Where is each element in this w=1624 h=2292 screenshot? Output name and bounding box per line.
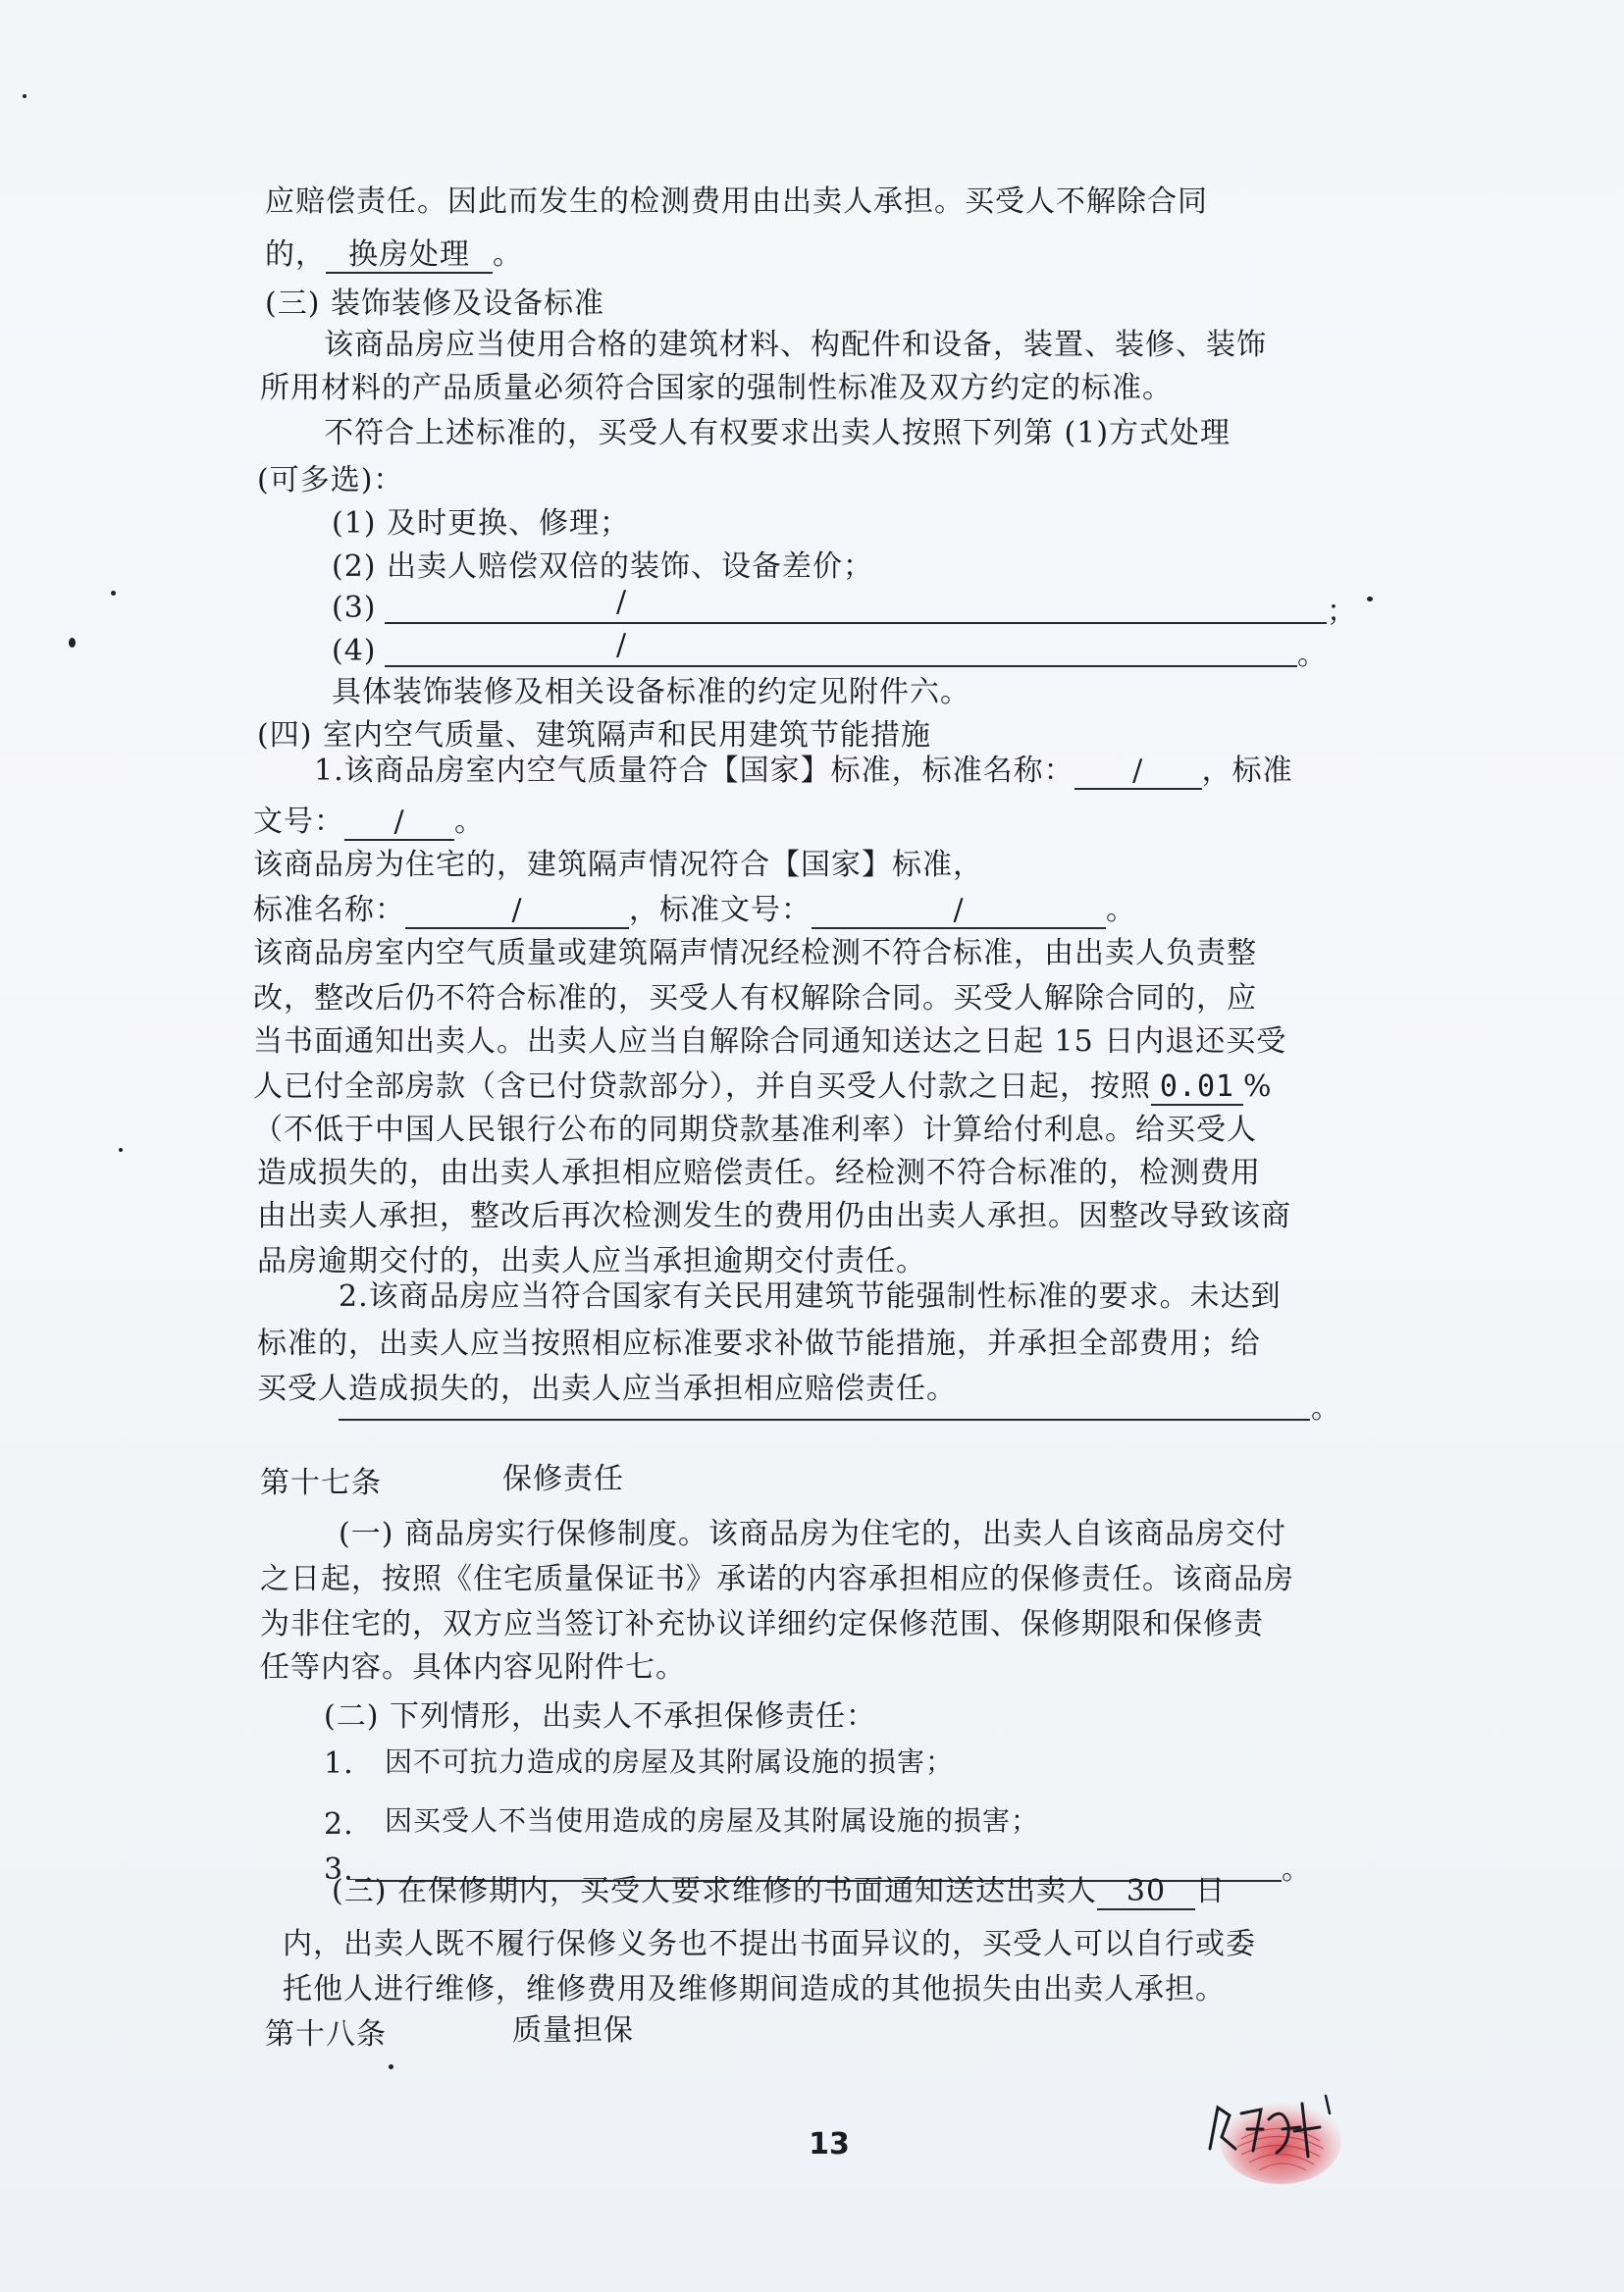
filled-blank: / (1074, 755, 1202, 790)
text-line: 标准的，出卖人应当按照相应标准要求补做节能措施，并承担全部费用；给 (257, 1327, 1261, 1361)
text-line: 当书面通知出卖人。出卖人应当自解除合同通知送达之日起 15 日内退还买受 (253, 1024, 1287, 1059)
blank-slash: / (616, 628, 627, 662)
article-title: 质量担保 (512, 2013, 634, 2048)
text-fragment: 。 (1297, 638, 1328, 672)
text-fragment: (三) 在保修期内，买受人要求维修的书面通知送达出卖人 (332, 1874, 1097, 1908)
text-fragment: ，标准 (1201, 754, 1293, 788)
list-item-number: 3. (324, 1852, 354, 1887)
text-fragment: 1.该商品房室内空气质量符合【国家】标准，标准名称： (314, 754, 1074, 788)
text-line: (可多选)： (257, 463, 404, 497)
text-fragment: ，标准文号： (629, 893, 812, 927)
text-fragment: 。 (1282, 1852, 1312, 1887)
text-line: 造成损失的，由出卖人承担相应赔偿责任。经检测不符合标准的，检测费用 (257, 1156, 1261, 1190)
handwritten-signature (1192, 2080, 1349, 2168)
text-line: 买受人造成损失的，出卖人应当承担相应赔偿责任。 (257, 1372, 957, 1406)
article-number: 第十七条 (260, 1466, 382, 1500)
blank-line (385, 622, 1327, 624)
text-fragment: 。 (493, 237, 523, 272)
text-fragment: 人已付全部房款（含已付贷款部分），并自买受人付款之日起，按照 (253, 1069, 1151, 1104)
list-item-number: (3) (332, 591, 377, 625)
scan-speck (69, 638, 76, 648)
text-line: 内，出卖人既不履行保修义务也不提出书面异议的，买受人可以自行或委 (283, 1927, 1256, 1961)
text-fragment: 。 (454, 805, 485, 839)
text-line: 不符合上述标准的，买受人有权要求出卖人按照下列第 (1)方式处理 (324, 416, 1231, 450)
text-line: 改，整改后仍不符合标准的，买受人有权解除合同。买受人解除合同的，应 (253, 981, 1257, 1016)
list-item: (2) 出卖人赔偿双倍的装饰、设备差价； (332, 549, 874, 584)
filled-blank: 换房处理 (326, 238, 493, 274)
list-item: (1) 及时更换、修理； (332, 506, 631, 541)
text-line: 2.该商品房应当符合国家有关民用建筑节能强制性标准的要求。未达到 (339, 1279, 1282, 1314)
text-line: 所用材料的产品质量必须符合国家的强制性标准及双方约定的标准。 (260, 371, 1173, 405)
section-heading: (四) 室内空气质量、建筑隔声和民用建筑节能措施 (257, 718, 931, 753)
filled-blank: 0.01 (1151, 1070, 1243, 1106)
scan-speck (119, 1148, 123, 1152)
text-fragment: ； (1327, 595, 1357, 629)
text-fragment: 的， (265, 237, 326, 272)
list-item: 因不可抗力造成的房屋及其附属设施的损害； (385, 1745, 955, 1778)
text-line: （不低于中国人民银行公布的同期贷款基准利率）计算给付利息。给买受人 (253, 1113, 1257, 1147)
list-item-number: 1. (324, 1746, 354, 1781)
section-heading: (三) 装饰装修及设备标准 (265, 286, 604, 321)
text-line: 之日起，按照《住宅质量保证书》承诺的内容承担相应的保修责任。该商品房 (260, 1562, 1294, 1596)
text-line: (二) 下列情形，出卖人不承担保修责任： (324, 1699, 876, 1734)
text-line: 该商品房应当使用合格的建筑材料、构配件和设备，装置、装修、装饰 (324, 328, 1267, 362)
filled-blank: / (405, 894, 629, 929)
text-line (314, 752, 1293, 791)
article-number: 第十八条 (265, 2017, 387, 2052)
text-line: 应赔偿责任。因此而发生的检测费用由出卖人承担。买受人不解除合同 (265, 184, 1208, 219)
scan-speck (111, 591, 116, 596)
page-number: 13 (809, 2127, 850, 2162)
text-line (253, 803, 485, 842)
text-line: (一) 商品房实行保修制度。该商品房为住宅的，出卖人自该商品房交付 (339, 1517, 1286, 1551)
blank-slash: / (616, 585, 627, 619)
text-fragment: % (1243, 1069, 1273, 1104)
scan-speck (23, 94, 26, 98)
scan-speck (1367, 597, 1373, 601)
blank-line (339, 1419, 1310, 1421)
article-title: 保修责任 (502, 1462, 624, 1496)
list-item-number: (4) (332, 634, 377, 668)
text-fragment: 。 (1311, 1391, 1341, 1426)
text-fragment: 。 (1106, 893, 1136, 927)
text-fragment: 标准名称： (253, 893, 405, 927)
text-line: 由出卖人承担，整改后再次检测发生的费用仍由出卖人承担。因整改导致该商 (257, 1199, 1291, 1233)
filled-blank: 30 (1097, 1875, 1195, 1910)
text-fragment: 日 (1194, 1874, 1226, 1908)
list-item-number: 2. (324, 1807, 354, 1842)
text-line: 具体装饰装修及相关设备标准的约定见附件六。 (332, 675, 970, 709)
text-line (253, 1068, 1273, 1107)
text-line (253, 891, 1136, 930)
text-line (265, 235, 523, 275)
filled-blank: / (812, 894, 1106, 929)
scan-speck (389, 2064, 393, 2069)
text-line: 该商品房室内空气质量或建筑隔声情况经检测不符合标准，由出卖人负责整 (253, 936, 1257, 970)
text-fragment: 文号： (253, 805, 344, 839)
text-line: 该商品房为住宅的，建筑隔声情况符合【国家】标准， (253, 848, 983, 882)
blank-line (385, 665, 1297, 667)
filled-blank: / (344, 806, 454, 841)
list-item: 因买受人不当使用造成的房屋及其附属设施的损害； (385, 1804, 1040, 1837)
text-line: 托他人进行维修，维修费用及维修期间造成的其他损失由出卖人承担。 (283, 1972, 1226, 2006)
text-line: 任等内容。具体内容见附件七。 (260, 1650, 686, 1685)
text-line (332, 1872, 1226, 1911)
text-line: 品房逾期交付的，出卖人应当承担逾期交付责任。 (257, 1244, 926, 1278)
text-line: 为非住宅的，双方应当签订补充协议详细约定保修范围、保修期限和保修责 (260, 1607, 1264, 1641)
